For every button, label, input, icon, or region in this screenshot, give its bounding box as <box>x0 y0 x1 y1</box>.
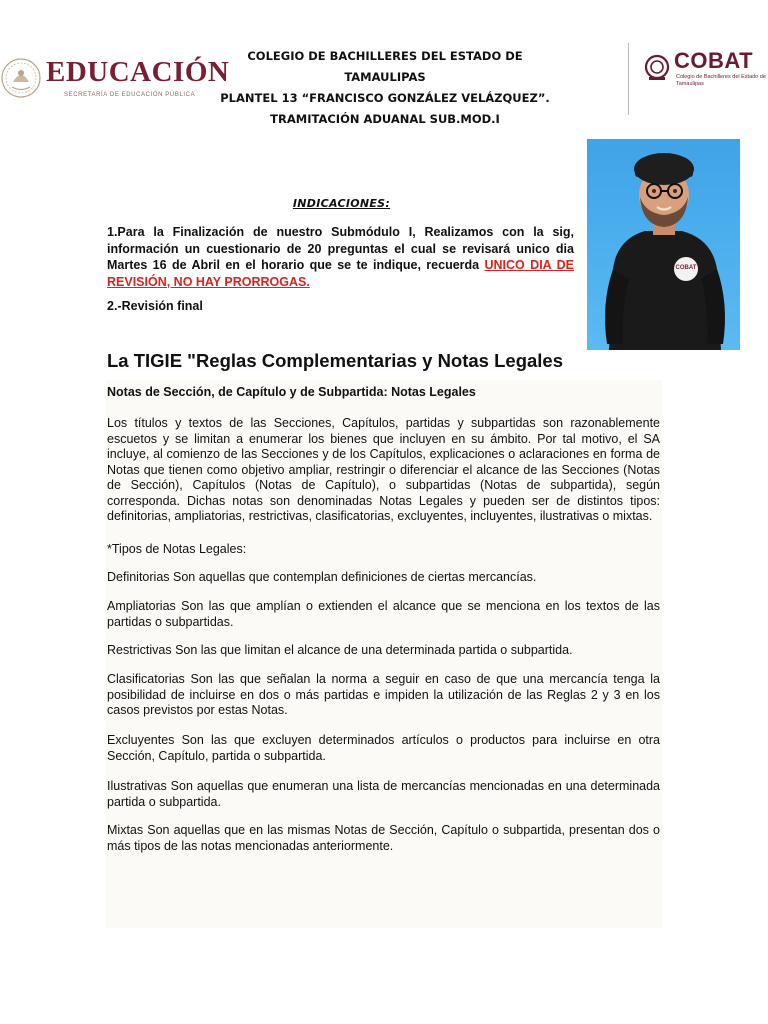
cobat-emblem-icon <box>644 53 670 83</box>
paragraph-clasificatorias: Clasificatorias Son las que señalan la norma a seguir en caso de que una mercancía tenga la posibilidad de incluirse en dos o más partidas e impiden la utilización de las Reglas 2 y 3 en los casos previstos por estas Notas. <box>107 672 660 717</box>
paragraph-excluyentes: Excluyentes Son las que excluyen determinados artículos o productos para incluirse en otra Sección, Capítulo, partida o subpartida. <box>107 733 660 763</box>
paragraph-ampliatorias: Ampliatorias Son las que amplían o extienden el alcance que se menciona en los textos de las partidas o subpartidas. <box>107 599 660 629</box>
paragraph-ilustrativas: Ilustrativas Son aquellas que enumeran una lista de mercancías mencionadas en una determinada partida o subpartida. <box>107 779 660 809</box>
indicaciones-title: INDICACIONES: <box>292 197 391 210</box>
header-line-1: COLEGIO DE BACHILLERES DEL ESTADO DE TAMAULIPAS <box>247 49 523 84</box>
paragraph-intro: Los títulos y textos de las Secciones, Capítulos, partidas y subpartidas son razonablemente escuetos y se limitan a enumerar los bienes que incluyen en su ámbito. Por tal motivo, el SA incluye, al comienzo de las Secciones y de los Capítulos, explicaciones o aclaraciones en forma de Notas que tienen como objetivo ampliar, restringir o diferenciar el alcance de las Secciones (Notas de Sección), Capítulos (Notas de Capítulo), o subpartidas (Notas de subpartida), según corresponda. Dichas notas son denominadas Notas Legales y pueden ser de distintos tipos: definitorias, ampliatorias, restrictivas, clasificatorias, excluyentes, incluyentes, ilustrativas o mixtas. <box>107 416 660 523</box>
header-divider <box>628 43 629 115</box>
avatar-shirt-badge: COBAT <box>675 265 697 271</box>
school-header <box>205 46 565 130</box>
section-subheading: Notas de Sección, de Capítulo y de Subpartida: Notas Legales <box>107 385 476 399</box>
indicaciones-item-1 <box>107 224 574 290</box>
mexico-seal-icon <box>0 54 42 102</box>
cobat-subtitle: Colegio de Bachilleres del Estado de Tamaulipas <box>676 74 766 87</box>
paragraph-definitorias: Definitorias Son aquellas que contemplan definiciones de ciertas mercancías. <box>107 570 537 584</box>
educacion-logo <box>0 50 230 110</box>
avatar-image <box>587 139 740 350</box>
header-line-2: PLANTEL 13 “FRANCISCO GONZÁLEZ VELÁZQUEZ”. <box>220 91 550 105</box>
avatar-figure <box>587 139 740 350</box>
paragraph-types-heading: *Tipos de Notas Legales: <box>107 542 247 556</box>
sep-subtitle: SECRETARÍA DE EDUCACIÓN PÚBLICA <box>64 92 196 98</box>
paragraph-mixtas: Mixtas Son aquellas que en las mismas Notas de Sección, Capítulo o subpartida, presentan dos o más tipos de las notas mencionadas anteriormente. <box>107 823 660 853</box>
deadline-warning: UNICO DIA DE REVISIÓN, NO HAY PRORROGAS. <box>107 258 574 289</box>
cobat-wordmark: COBAT <box>674 48 754 73</box>
indicaciones-item-2: 2.-Revisión final <box>107 299 203 313</box>
cobat-logo <box>640 48 765 93</box>
indicaciones-item-1-text: 1.Para la Finalización de nuestro Submódulo I, Realizamos con la sig, información un cuestionario de 20 preguntas el cual se revisará unico dia Martes 16 de Abril en el horario que se te indique, recuerda <box>107 225 574 272</box>
educacion-wordmark: EDUCACIÓN <box>46 56 230 88</box>
paragraph-restrictivas: Restrictivas Son las que limitan el alcance de una determinada partida o subpartida. <box>107 643 573 657</box>
header-line-3: TRAMITACIÓN ADUANAL SUB.MOD.I <box>270 112 500 126</box>
page-title: La TIGIE "Reglas Complementarias y Notas Legales <box>107 350 564 371</box>
